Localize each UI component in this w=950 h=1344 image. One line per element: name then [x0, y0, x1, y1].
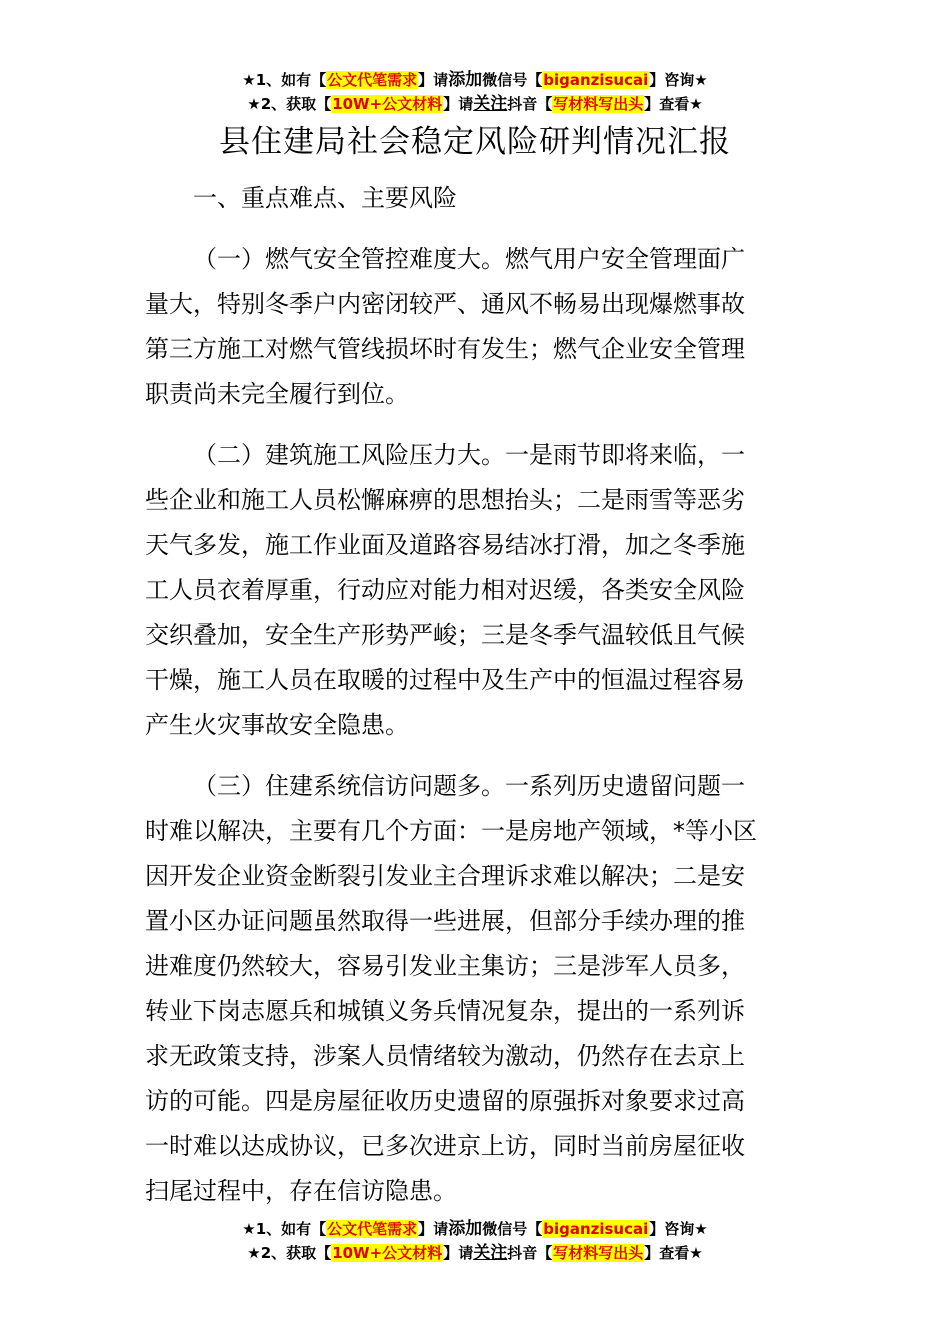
banner-emphasis: 关注	[473, 1243, 508, 1263]
banner-emphasis: 添加	[448, 70, 483, 90]
star-icon: ★	[242, 1220, 256, 1238]
paragraph-petition-issues	[145, 764, 810, 1214]
banner-highlight: 写材料写出头	[553, 1244, 644, 1262]
star-icon: ★	[247, 95, 261, 113]
paragraph-line: （二）建筑施工风险压力大。一是雨节即将来临，一	[193, 441, 745, 469]
paragraph-line: 些企业和施工人员松懈麻痹的思想抬头；二是雨雪等恶劣	[145, 486, 745, 514]
paragraph-line: 进难度仍然较大，容易引发业主集访；三是涉军人员多，	[145, 952, 745, 980]
paragraph-line: 因开发企业资金断裂引发业主合理诉求难以解决；二是安	[145, 862, 745, 890]
paragraph-line: 交织叠加，安全生产形势严峻；三是冬季气温较低且气候	[145, 621, 745, 649]
banner-text: 】咨询★	[649, 1220, 708, 1238]
paragraph-line: 干燥，施工人员在取暖的过程中及生产中的恒温过程容易	[145, 666, 745, 694]
banner-line-1	[0, 68, 950, 92]
banner-highlight: 10W+公文材料	[332, 1244, 443, 1262]
banner-text: 微信号【	[482, 71, 543, 89]
paragraph-line: （三）住建系统信访问题多。一系列历史遗留问题一	[193, 772, 745, 800]
banner-text: 】查看★	[644, 1244, 703, 1262]
banner-line-2	[0, 92, 950, 116]
paragraph-line: 求无政策支持，涉案人员情绪较为激动，仍然存在去京上	[145, 1042, 745, 1070]
banner-text: 】请	[418, 1220, 449, 1238]
banner-text: 微信号【	[482, 1220, 543, 1238]
paragraph-line: 扫尾过程中，存在信访隐患。	[145, 1177, 457, 1205]
banner-highlight: 公文代笔需求	[327, 71, 418, 89]
paragraph-line: （一）燃气安全管控难度大。燃气用户安全管理面广	[193, 245, 745, 273]
banner-line-2	[0, 1241, 950, 1265]
banner-text: 抖音【	[507, 1244, 553, 1262]
banner-emphasis: 关注	[473, 94, 508, 114]
paragraph-line: 转业下岗志愿兵和城镇义务兵情况复杂，提出的一系列诉	[145, 997, 745, 1025]
banner-line-1	[0, 1217, 950, 1241]
paragraph-line: 量大，特别冬季户内密闭较严、通风不畅易出现爆燃事故	[145, 290, 745, 318]
banner-text: 2、获取【	[260, 95, 332, 113]
star-icon: ★	[247, 1244, 261, 1262]
banner-text: 抖音【	[507, 95, 553, 113]
banner-emphasis: 添加	[448, 1219, 483, 1239]
paragraph-line: 天气多发，施工作业面及道路容易结冰打滑，加之冬季施	[145, 531, 745, 559]
banner-text: 】请	[443, 95, 474, 113]
document-title: 县住建局社会稳定风险研判情况汇报	[219, 124, 731, 160]
banner-text: 】查看★	[644, 95, 703, 113]
paragraph-line: 置小区办证问题虽然取得一些进展，但部分手续办理的推	[145, 907, 745, 935]
banner-text: 】请	[418, 71, 449, 89]
paragraph-line: 职责尚未完全履行到位。	[145, 380, 409, 408]
paragraph-gas-safety	[145, 237, 810, 417]
document-body	[145, 176, 810, 1214]
banner-highlight: biganzisucai	[543, 71, 649, 89]
banner-highlight: biganzisucai	[543, 1220, 649, 1238]
bottom-banner	[0, 1217, 950, 1265]
section-heading: 一、重点难点、主要风险	[193, 184, 457, 212]
paragraph-construction-risk	[145, 433, 810, 748]
star-icon: ★	[242, 71, 256, 89]
banner-text: 】咨询★	[649, 71, 708, 89]
banner-highlight: 写材料写出头	[553, 95, 644, 113]
paragraph-line: 产生火灾事故安全隐患。	[145, 711, 409, 739]
banner-highlight: 公文代笔需求	[327, 1220, 418, 1238]
paragraph-line: 访的可能。四是房屋征收历史遗留的原强拆对象要求过高	[145, 1087, 745, 1115]
top-banner	[0, 68, 950, 116]
paragraph-line: 工人员衣着厚重，行动应对能力相对迟缓，各类安全风险	[145, 576, 745, 604]
paragraph-line: 第三方施工对燃气管线损坏时有发生；燃气企业安全管理	[145, 335, 745, 363]
banner-text: 1、如有【	[255, 71, 327, 89]
paragraph-line: 一时难以达成协议，已多次进京上访，同时当前房屋征收	[145, 1132, 745, 1160]
banner-text: 1、如有【	[255, 1220, 327, 1238]
paragraph-line: 时难以解决，主要有几个方面：一是房地产领域，*等小区	[145, 817, 757, 845]
banner-text: 2、获取【	[260, 1244, 332, 1262]
banner-text: 】请	[443, 1244, 474, 1262]
banner-highlight: 10W+公文材料	[332, 95, 443, 113]
